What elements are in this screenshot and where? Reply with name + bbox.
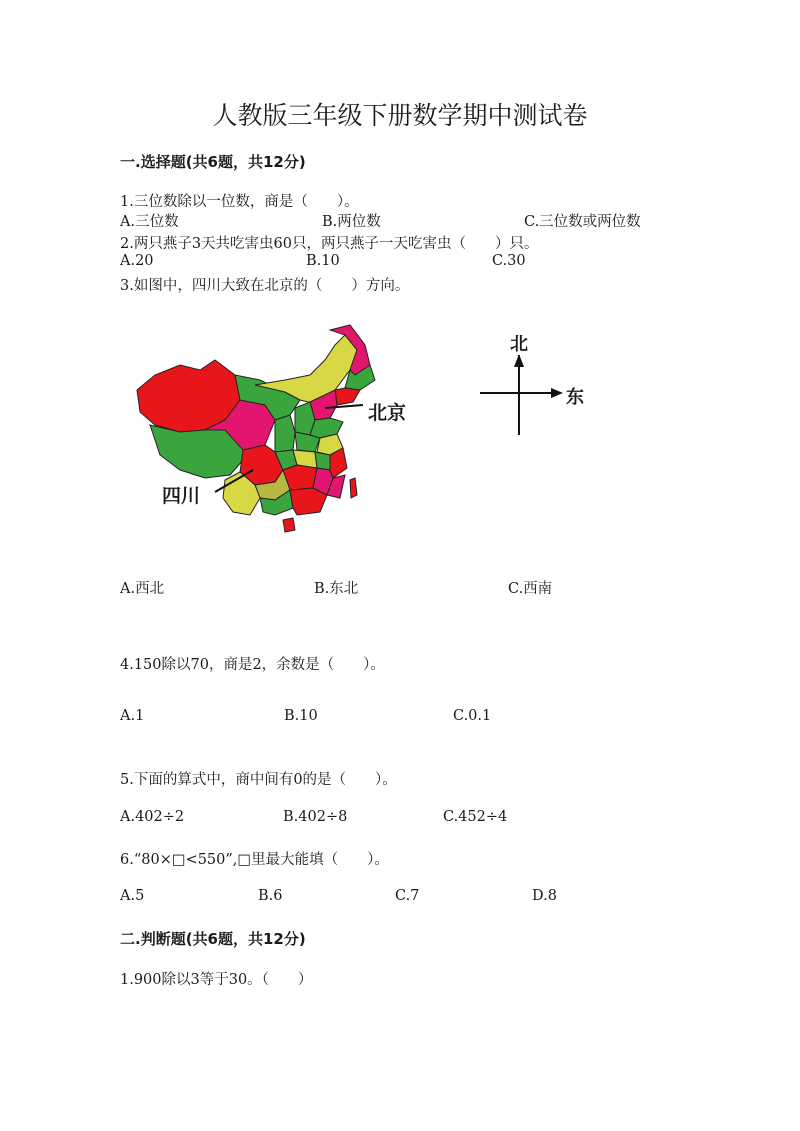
q2-option-b[interactable]: B.10 [306, 253, 340, 269]
q2-option-a[interactable]: A.20 [120, 253, 154, 269]
map-region-hainan [283, 518, 295, 532]
question-5: 5.下面的算式中，商中间有0的是（ ）。 [120, 772, 397, 788]
q1-option-b[interactable]: B.两位数 [322, 214, 381, 230]
q3-option-a[interactable]: A.西北 [120, 581, 165, 597]
q1-option-c[interactable]: C.三位数或两位数 [524, 214, 641, 230]
question-6: 6.“80×□<550”,□里最大能填（ ）。 [120, 852, 389, 868]
map-region-shaanxi [275, 415, 295, 452]
q5-option-c[interactable]: C.452÷4 [443, 809, 508, 825]
section-heading-judgement: 二.判断题(共6题，共12分) [120, 930, 306, 948]
q5-option-a[interactable]: A.402÷2 [120, 809, 185, 825]
q3-option-c[interactable]: C.西南 [508, 581, 553, 597]
q4-option-b[interactable]: B.10 [284, 708, 318, 724]
q5-option-b[interactable]: B.402÷8 [283, 809, 348, 825]
q6-option-a[interactable]: A.5 [120, 888, 145, 904]
q6-option-d[interactable]: D.8 [532, 888, 557, 904]
compass-figure [475, 355, 565, 440]
q4-option-a[interactable]: A.1 [120, 708, 145, 724]
compass-east-label: 东 [566, 387, 584, 408]
question-4: 4.150除以70，商是2，余数是（ ）。 [120, 657, 385, 673]
map-region-guangdong [290, 488, 327, 515]
question-3: 3.如图中，四川大致在北京的（ ）方向。 [120, 278, 410, 294]
q3-option-b[interactable]: B.东北 [314, 581, 359, 597]
q2-option-c[interactable]: C.30 [492, 253, 526, 269]
judgement-question-1: 1.900除以3等于30。（ ） [120, 972, 313, 988]
compass-north-label: 北 [510, 334, 528, 355]
map-region-taiwan [350, 478, 357, 498]
page-title: 人教版三年级下册数学期中测试卷 [212, 101, 588, 130]
map-region-shandong [310, 418, 343, 438]
section-heading-choice: 一.选择题(共6题，共12分) [120, 153, 306, 171]
map-label-beijing: 北京 [368, 402, 407, 424]
map-label-sichuan: 四川 [162, 485, 201, 507]
question-2: 2.两只燕子3天共吃害虫60只，两只燕子一天吃害虫（ ）只。 [120, 236, 539, 252]
q6-option-c[interactable]: C.7 [395, 888, 420, 904]
question-1: 1.三位数除以一位数，商是（ ）。 [120, 194, 359, 210]
q4-option-c[interactable]: C.0.1 [453, 708, 492, 724]
q1-option-a[interactable]: A.三位数 [120, 214, 179, 230]
compass-east-arrow [551, 388, 563, 398]
map-region-liaoning [335, 388, 360, 405]
q6-option-b[interactable]: B.6 [258, 888, 283, 904]
map-region-anhui [315, 452, 330, 470]
compass-north-arrow [514, 355, 524, 367]
